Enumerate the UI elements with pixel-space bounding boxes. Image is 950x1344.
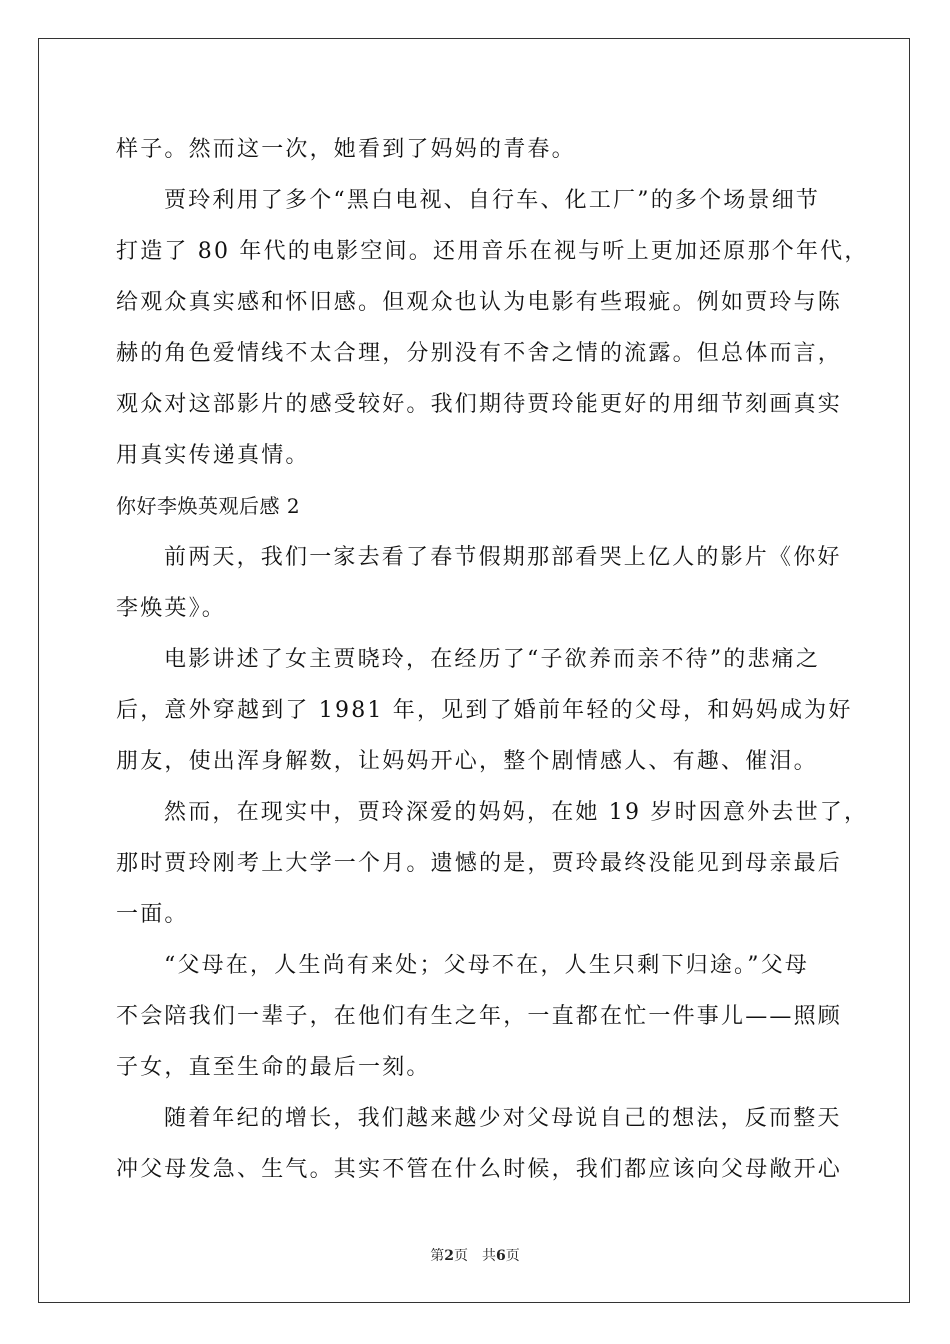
paragraph-line: 样子。然而这一次，她看到了妈妈的青春。 (116, 137, 576, 162)
section-heading: 你好李焕英观后感 2 (116, 494, 301, 518)
paragraph-line: 那时贾玲刚考上大学一个月。遗憾的是，贾玲最终没能见到母亲最后 (116, 851, 843, 876)
paragraph-line: 观众对这部影片的感受较好。我们期待贾玲能更好的用细节刻画真实 (116, 392, 843, 417)
paragraph-line: 用真实传递真情。 (116, 443, 310, 468)
paragraph-line: 贾玲利用了多个“黑白电视、自行车、化工厂”的多个场景细节 (164, 188, 821, 213)
paragraph-line: 随着年纪的增长，我们越来越少对父母说自己的想法，反而整天 (164, 1106, 842, 1131)
paragraph-line: 朋友，使出浑身解数，让妈妈开心，整个剧情感人、有趣、催泪。 (116, 749, 818, 774)
total-page-count: 6 (496, 1248, 506, 1264)
paragraph-line: 不会陪我们一辈子，在他们有生之年，一直都在忙一件事儿——照顾 (116, 1004, 843, 1029)
page-suffix: 页 (454, 1248, 468, 1264)
page-prefix: 第 (430, 1248, 445, 1264)
paragraph-line: 给观众真实感和怀旧感。但观众也认为电影有些瑕疵。例如贾玲与陈 (116, 290, 843, 315)
paragraph-line: 打造了 80 年代的电影空间。还用音乐在视与听上更加还原那个年代， (116, 239, 869, 264)
current-page-number: 2 (444, 1248, 454, 1264)
paragraph-line: 前两天，我们一家去看了春节假期那部看哭上亿人的影片《你好 (164, 545, 842, 570)
paragraph-line: “父母在，人生尚有来处；父母不在，人生只剩下归途。”父母 (164, 953, 810, 978)
page-footer (0, 1245, 950, 1265)
paragraph-line: 电影讲述了女主贾晓玲，在经历了“子欲养而亲不待”的悲痛之 (164, 647, 821, 672)
total-prefix: 共 (482, 1248, 496, 1264)
total-suffix: 页 (505, 1248, 520, 1264)
paragraph-line: 然而，在现实中，贾玲深爱的妈妈，在她 19 岁时因意外去世了， (164, 800, 869, 825)
paragraph-line: 子女，直至生命的最后一刻。 (116, 1055, 431, 1080)
paragraph-line: 冲父母发急、生气。其实不管在什么时候，我们都应该向父母敞开心 (116, 1157, 843, 1182)
paragraph-line: 一面。 (116, 902, 189, 927)
paragraph-line: 赫的角色爱情线不太合理，分别没有不舍之情的流露。但总体而言， (116, 341, 843, 366)
paragraph-line: 后，意外穿越到了 1981 年，见到了婚前年轻的父母，和妈妈成为好 (116, 698, 853, 723)
paragraph-line: 李焕英》。 (116, 596, 227, 621)
document-body (116, 124, 869, 1195)
